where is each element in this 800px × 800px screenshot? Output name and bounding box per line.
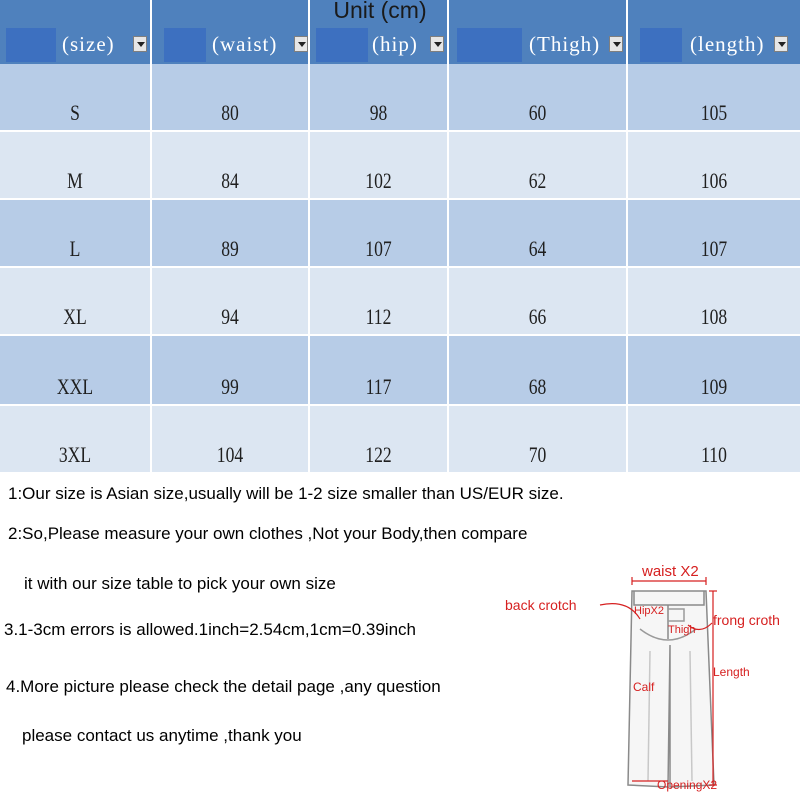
table-cell-value: XL bbox=[63, 304, 87, 329]
table-row bbox=[0, 406, 800, 474]
note-2: 2:So,Please measure your own clothes ,Not your Body,then compare bbox=[8, 524, 528, 543]
table-cell-value: 94 bbox=[221, 304, 239, 329]
table-cell-value: 89 bbox=[221, 236, 239, 261]
table-cell-value: 107 bbox=[700, 236, 728, 261]
table-cell bbox=[152, 200, 310, 268]
table-row bbox=[0, 268, 800, 336]
table-cell-value: 68 bbox=[528, 374, 547, 399]
table-cell bbox=[0, 268, 152, 336]
table-cell bbox=[310, 268, 449, 336]
table-cell bbox=[449, 406, 628, 474]
table-cell bbox=[152, 268, 310, 336]
table-cell-value: 64 bbox=[528, 236, 547, 261]
table-cell-value: 112 bbox=[365, 304, 392, 329]
table-cell bbox=[310, 406, 449, 474]
table-cell-value: 80 bbox=[221, 100, 239, 125]
header-thigh-cover bbox=[457, 28, 522, 62]
diagram-front-crotch-label: frong croth bbox=[713, 612, 780, 628]
table-cell-value: 107 bbox=[365, 236, 392, 261]
note-3: 3.1-3cm errors is allowed.1inch=2.54cm,1cm=0.39inch bbox=[4, 620, 416, 639]
table-cell bbox=[449, 132, 628, 200]
diagram-thigh-label: Thigh bbox=[668, 624, 696, 636]
diagram-waist-label: waist X2 bbox=[642, 563, 699, 580]
note-2-cont: it with our size table to pick your own size bbox=[24, 574, 336, 593]
table-cell bbox=[449, 268, 628, 336]
unit-label: Unit (cm) bbox=[333, 0, 427, 23]
table-cell-value: 3XL bbox=[58, 442, 92, 467]
table-cell-value: 104 bbox=[216, 442, 244, 467]
diagram-calf-label: Calf bbox=[633, 680, 655, 694]
length-filter-dropdown[interactable] bbox=[774, 36, 788, 52]
diagram-back-crotch-label: back crotch bbox=[505, 597, 577, 613]
table-cell-value: 66 bbox=[528, 304, 547, 329]
header-thigh bbox=[449, 0, 628, 64]
table-cell-value: 99 bbox=[221, 374, 239, 399]
header-length bbox=[628, 0, 800, 64]
table-cell-value: XXL bbox=[56, 374, 94, 399]
table-cell bbox=[0, 132, 152, 200]
header-hip-cover bbox=[316, 28, 368, 62]
table-cell bbox=[0, 200, 152, 268]
header-length-cover bbox=[640, 28, 682, 62]
table-cell-value: M bbox=[67, 168, 83, 193]
table-cell-value: 110 bbox=[701, 442, 727, 467]
hip-filter-dropdown[interactable] bbox=[430, 36, 444, 52]
table-row bbox=[0, 200, 800, 268]
header-waist bbox=[152, 0, 310, 64]
table-cell-value: 105 bbox=[700, 100, 728, 125]
diagram-hip-label: HipX2 bbox=[634, 605, 664, 617]
thigh-filter-dropdown[interactable] bbox=[609, 36, 623, 52]
table-cell bbox=[310, 64, 449, 132]
table-cell-value: 117 bbox=[365, 374, 392, 399]
table-cell-value: 84 bbox=[221, 168, 239, 193]
table-cell-value: 98 bbox=[369, 100, 388, 125]
waist-filter-dropdown[interactable] bbox=[294, 36, 308, 52]
table-cell bbox=[152, 406, 310, 474]
table-cell-value: 60 bbox=[528, 100, 547, 125]
header-size-cover bbox=[6, 28, 56, 62]
table-header bbox=[0, 0, 800, 64]
header-waist-cover bbox=[164, 28, 206, 62]
table-cell-value: 122 bbox=[365, 442, 392, 467]
pants-measurement-diagram bbox=[500, 555, 800, 800]
table-row bbox=[0, 132, 800, 200]
table-cell bbox=[449, 200, 628, 268]
diagram-opening-label: OpeningX2 bbox=[657, 778, 718, 792]
header-thigh-label: (Thigh) bbox=[529, 32, 601, 56]
table-cell bbox=[628, 64, 800, 132]
table-cell bbox=[0, 64, 152, 132]
table-cell-value: L bbox=[69, 236, 81, 261]
table-cell-value: S bbox=[70, 100, 80, 125]
header-size-label: (size) bbox=[62, 32, 115, 56]
header-hip-label: (hip) bbox=[372, 32, 418, 56]
table-cell bbox=[310, 200, 449, 268]
table-cell bbox=[310, 132, 449, 200]
header-waist-label: (waist) bbox=[212, 32, 278, 56]
table-cell bbox=[628, 268, 800, 336]
table-cell bbox=[310, 336, 449, 406]
table-cell bbox=[152, 336, 310, 406]
table-row bbox=[0, 64, 800, 132]
note-1: 1:Our size is Asian size,usually will be 1-2 size smaller than US/EUR size. bbox=[8, 484, 564, 503]
table-cell bbox=[152, 132, 310, 200]
table-cell-value: 106 bbox=[700, 168, 728, 193]
table-cell bbox=[628, 200, 800, 268]
diagram-length-label: Length bbox=[713, 665, 750, 679]
note-4: 4.More picture please check the detail page ,any question bbox=[6, 677, 441, 696]
table-cell bbox=[152, 64, 310, 132]
table-cell bbox=[628, 336, 800, 406]
table-cell bbox=[449, 336, 628, 406]
size-filter-dropdown[interactable] bbox=[133, 36, 147, 52]
header-length-label: (length) bbox=[690, 32, 765, 56]
table-cell-value: 109 bbox=[700, 374, 728, 399]
header-size bbox=[0, 0, 152, 64]
table-row bbox=[0, 336, 800, 406]
table-cell bbox=[449, 64, 628, 132]
table-cell bbox=[628, 406, 800, 474]
table-cell-value: 62 bbox=[528, 168, 547, 193]
note-4-cont: please contact us anytime ,thank you bbox=[22, 726, 302, 745]
table-cell-value: 70 bbox=[528, 442, 547, 467]
table-cell bbox=[628, 132, 800, 200]
table-cell bbox=[0, 336, 152, 406]
table-cell-value: 108 bbox=[700, 304, 728, 329]
table-cell-value: 102 bbox=[365, 168, 392, 193]
table-cell bbox=[0, 406, 152, 474]
